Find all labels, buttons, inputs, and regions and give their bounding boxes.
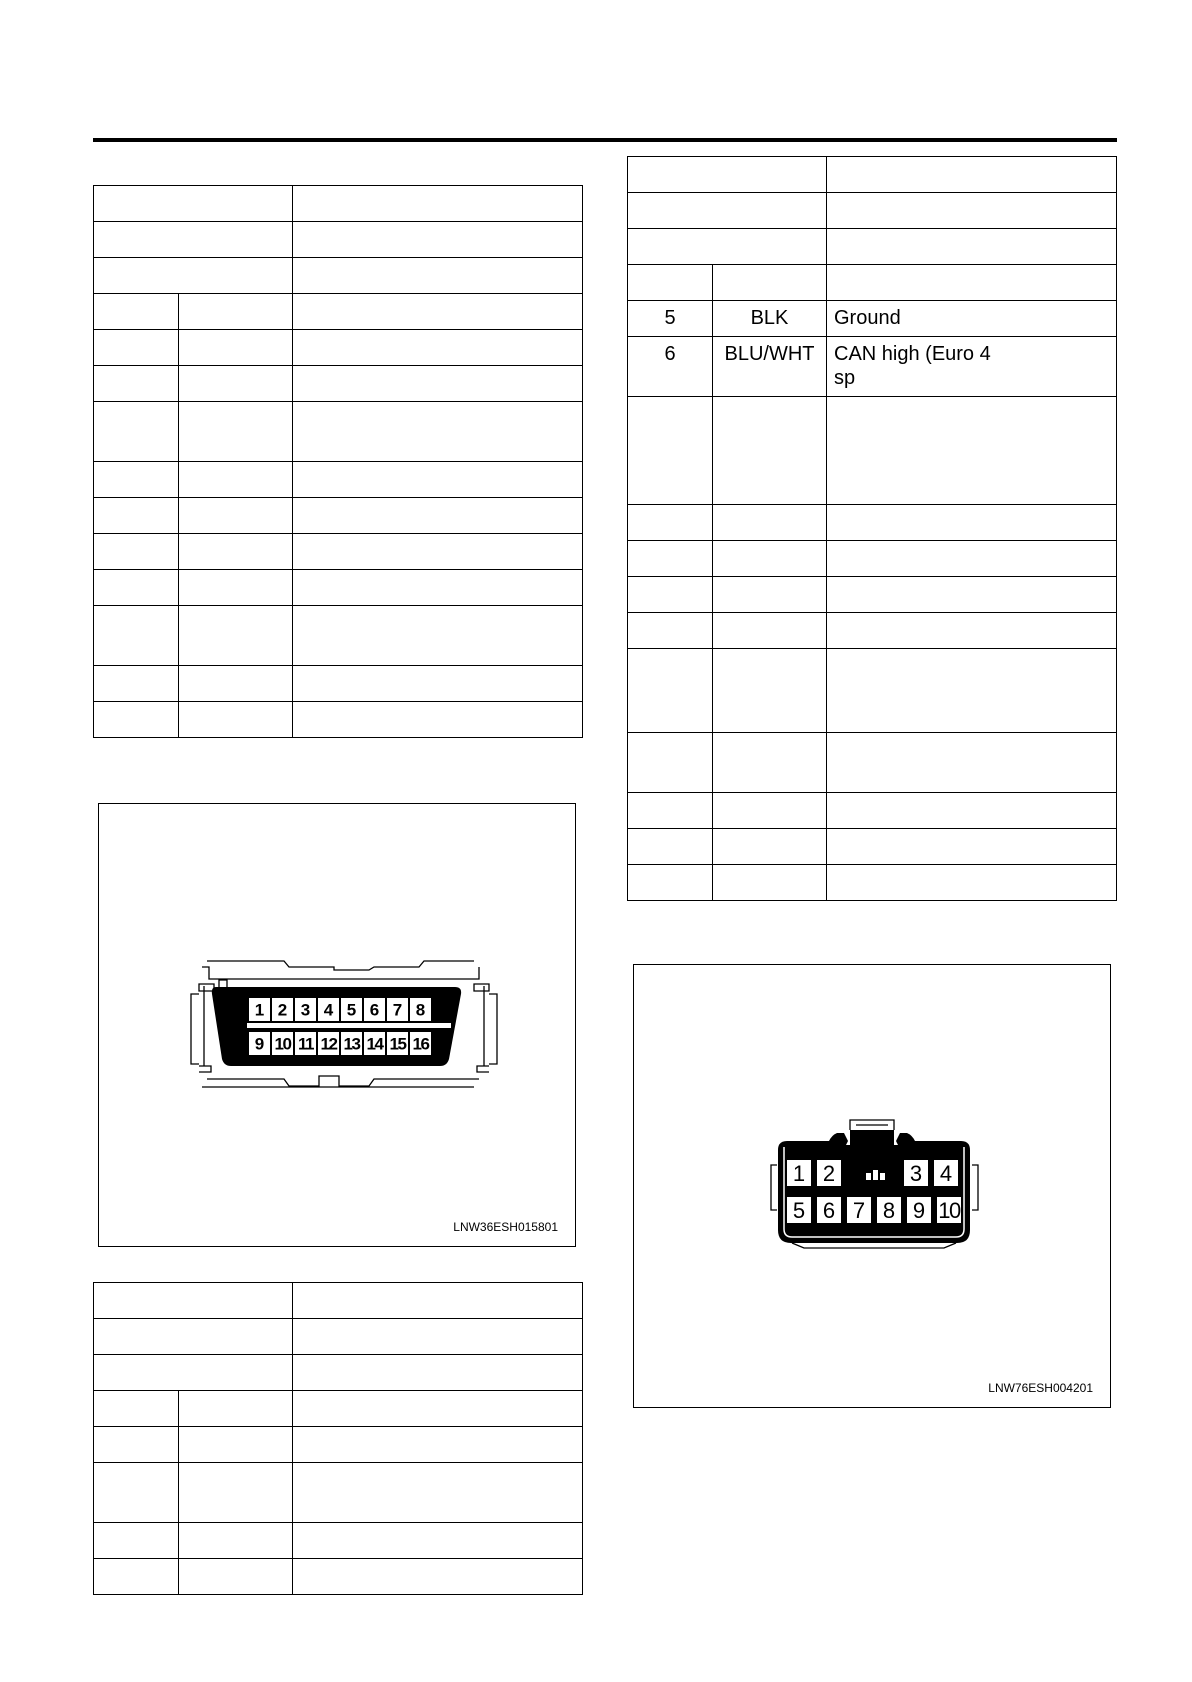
table-row <box>94 1319 583 1355</box>
pin-label: 10 <box>274 1034 291 1054</box>
table-row <box>628 613 1117 649</box>
pin-cell-9 <box>249 1032 270 1055</box>
table-row <box>628 193 1117 229</box>
pin-label: 1 <box>792 1160 806 1186</box>
pin-label: 6 <box>369 1000 380 1020</box>
pin-cell-10 <box>272 1032 293 1055</box>
table-row <box>94 366 583 402</box>
table-row <box>94 1427 583 1463</box>
pin-label: 8 <box>882 1197 896 1223</box>
table-row <box>94 1559 583 1595</box>
ten-pin-connector-diagram <box>634 965 1110 1407</box>
table-row <box>628 733 1117 793</box>
table-row <box>628 865 1117 901</box>
pin-function <box>827 337 1117 397</box>
pin-function-line: CAN high (Euro 4 <box>834 343 991 365</box>
pin-cell-1 <box>249 998 270 1021</box>
table-row <box>94 330 583 366</box>
pin-label: 2 <box>277 1000 288 1020</box>
table-row <box>628 157 1117 193</box>
obd-connector-diagram <box>99 804 575 1246</box>
table-row <box>94 570 583 606</box>
table-row <box>94 462 583 498</box>
pin-cell-13 <box>341 1032 362 1055</box>
table-row <box>628 337 1117 397</box>
pin-cell-7 <box>387 998 408 1021</box>
pin-cell-3 <box>295 998 316 1021</box>
pin-label: 13 <box>343 1034 360 1054</box>
figure-code: LNW36ESH015801 <box>453 1220 558 1234</box>
pin-cell-2 <box>272 998 293 1021</box>
left-connector-table-2 <box>93 1282 583 1595</box>
table-row <box>628 229 1117 265</box>
figure-code: LNW76ESH004201 <box>988 1381 1093 1395</box>
table-row <box>94 498 583 534</box>
pin-label: 10 <box>938 1197 960 1223</box>
pin-label: 12 <box>320 1034 337 1054</box>
pin-label: 6 <box>822 1197 836 1223</box>
table-row <box>94 702 583 738</box>
pin-cell-4 <box>934 1160 958 1186</box>
pin-label: 16 <box>412 1034 429 1054</box>
obd-connector-figure <box>98 803 576 1247</box>
pin-cell-9 <box>907 1197 931 1223</box>
table-row <box>94 534 583 570</box>
table-row <box>628 505 1117 541</box>
pin-cell-12 <box>318 1032 339 1055</box>
pin-number: 5 <box>628 301 713 337</box>
pin-cell-7 <box>847 1197 871 1223</box>
pin-label: 3 <box>300 1000 311 1020</box>
pin-cell-4 <box>318 998 339 1021</box>
pin-label: 11 <box>298 1034 313 1054</box>
table-row <box>94 666 583 702</box>
table-row <box>94 222 583 258</box>
table-row <box>628 577 1117 613</box>
pin-label: 8 <box>415 1000 426 1020</box>
pin-label: 9 <box>912 1197 926 1223</box>
pin-cell-3 <box>904 1160 928 1186</box>
table-row <box>94 1391 583 1427</box>
pin-cell-8 <box>877 1197 901 1223</box>
pin-cell-15 <box>387 1032 408 1055</box>
table-row <box>94 1355 583 1391</box>
table-row <box>94 258 583 294</box>
pin-cell-11 <box>295 1032 316 1055</box>
table-row <box>94 402 583 462</box>
table-row <box>628 397 1117 505</box>
pin-label: 5 <box>346 1000 357 1020</box>
wire-color: BLU/WHT <box>713 337 827 397</box>
table-row <box>628 829 1117 865</box>
pin-label: 7 <box>852 1197 866 1223</box>
table-row <box>628 301 1117 337</box>
table-row <box>94 186 583 222</box>
left-connector-table-1 <box>93 185 583 738</box>
table-row <box>94 606 583 666</box>
pin-label: 5 <box>792 1197 806 1223</box>
table-row <box>628 649 1117 733</box>
ten-pin-connector-figure <box>633 964 1111 1408</box>
pin-cell-8 <box>410 998 431 1021</box>
pin-label: 1 <box>254 1000 265 1020</box>
table-row <box>628 265 1117 301</box>
pin-cell-6 <box>817 1197 841 1223</box>
pin-cell-5 <box>341 998 362 1021</box>
pin-function-line: sp <box>834 367 856 389</box>
table-row <box>628 541 1117 577</box>
header-rule <box>93 138 1117 142</box>
pin-label: 7 <box>392 1000 403 1020</box>
pin-cell-1 <box>787 1160 811 1186</box>
pin-cell-2 <box>817 1160 841 1186</box>
pin-cell-5 <box>787 1197 811 1223</box>
pin-number: 6 <box>628 337 713 397</box>
pin-cell-14 <box>364 1032 385 1055</box>
pin-label: 14 <box>366 1034 383 1054</box>
right-connector-table <box>627 156 1117 901</box>
pin-cell-6 <box>364 998 385 1021</box>
pin-label: 4 <box>939 1160 953 1186</box>
pin-label: 3 <box>909 1160 923 1186</box>
table-row <box>94 1463 583 1523</box>
wire-color: BLK <box>713 301 827 337</box>
pin-label: 2 <box>822 1160 836 1186</box>
table-row <box>94 1283 583 1319</box>
table-row <box>94 1523 583 1559</box>
pin-label: 4 <box>323 1000 334 1020</box>
pin-cell-16 <box>410 1032 431 1055</box>
table-row <box>94 294 583 330</box>
table-row <box>628 793 1117 829</box>
pin-cell-10 <box>937 1197 961 1223</box>
pin-function: Ground <box>827 301 1117 337</box>
pin-label: 9 <box>254 1034 265 1054</box>
pin-label: 15 <box>389 1034 406 1054</box>
